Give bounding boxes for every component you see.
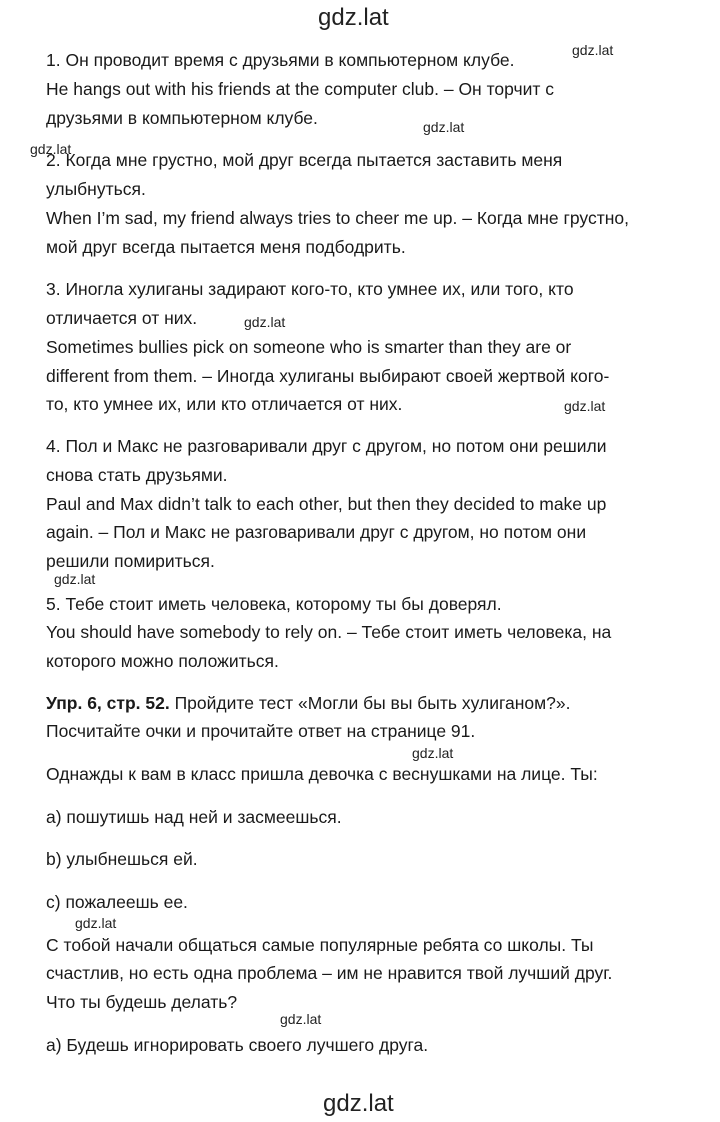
- item-1-translation-cont: друзьями в компьютерном клубе.: [46, 108, 318, 128]
- item-1-russian: 1. Он проводит время с друзьями в компьютерном клубе.: [46, 50, 515, 70]
- watermark-small: gdz.lat: [572, 42, 614, 58]
- item-5-russian: 5. Тебе стоит иметь человека, которому ты бы доверял.: [46, 594, 502, 614]
- question-2-end: Что ты будешь делать?: [46, 992, 238, 1012]
- item-2-russian-cont: улыбнуться.: [46, 179, 146, 199]
- item-5-translation: You should have somebody to rely on. – Тебе стоит иметь человека, на: [46, 622, 612, 642]
- item-5-translation-cont: которого можно положиться.: [46, 651, 279, 671]
- exercise-instruction: Пройдите тест «Могли бы вы быть хулиганом?».: [174, 693, 571, 713]
- item-3-translation-end: то, кто умнее их, или кто отличается от них.: [46, 394, 403, 414]
- item-3-russian: 3. Иногла хулиганы задирают кого-то, кто умнее их, или того, кто: [46, 279, 574, 299]
- item-2-translation: When I’m sad, my friend always tries to cheer me up. – Когда мне грустно,: [46, 208, 629, 228]
- watermark-small: gdz.lat: [30, 141, 72, 157]
- watermark-small: gdz.lat: [75, 915, 117, 931]
- item-4-russian: 4. Пол и Макс не разговаривали друг с другом, но потом они решили: [46, 436, 607, 456]
- watermark-small: gdz.lat: [280, 1011, 322, 1027]
- item-2-russian: 2. Когда мне грустно, мой друг всегда пытается заставить меня: [46, 150, 563, 170]
- watermark-small: gdz.lat: [564, 398, 606, 414]
- item-3-russian-cont: отличается от них.: [46, 308, 198, 328]
- exercise-instruction-cont: Посчитайте очки и прочитайте ответ на странице 91.: [46, 721, 476, 741]
- watermark-top: gdz.lat: [318, 4, 389, 31]
- watermark-small: gdz.lat: [54, 571, 96, 587]
- question-1-option-c: c) пожалеешь ее.: [46, 892, 188, 912]
- watermark-small: gdz.lat: [244, 314, 286, 330]
- item-4-translation-end: решили помириться.: [46, 551, 215, 571]
- watermark-small: gdz.lat: [423, 119, 465, 135]
- item-3-translation-cont: different from them. – Иногда хулиганы выбирают своей жертвой кого-: [46, 366, 610, 386]
- question-2-option-a: a) Будешь игнорировать своего лучшего друга.: [46, 1035, 429, 1055]
- question-2: С тобой начали общаться самые популярные ребята со школы. Ты: [46, 935, 594, 955]
- exercise-heading: [46, 691, 570, 715]
- item-4-translation-cont: again. – Пол и Макс не разговаривали друг с другом, но потом они: [46, 522, 587, 542]
- item-1-translation: He hangs out with his friends at the computer club. – Он торчит с: [46, 79, 555, 99]
- question-1-option-b: b) улыбнешься ей.: [46, 849, 198, 869]
- question-2-cont: счастлив, но есть одна проблема – им не нравится твой лучший друг.: [46, 963, 613, 983]
- watermark-small: gdz.lat: [412, 745, 454, 761]
- item-4-translation: Paul and Max didn’t talk to each other, but then they decided to make up: [46, 494, 607, 514]
- exercise-label: Упр. 6, стр. 52.: [46, 693, 170, 713]
- question-1: Однажды к вам в класс пришла девочка с веснушками на лице. Ты:: [46, 764, 598, 784]
- watermark-bottom: gdz.lat: [323, 1090, 394, 1117]
- question-1-option-a: a) пошутишь над ней и засмеешься.: [46, 807, 342, 827]
- item-3-translation: Sometimes bullies pick on someone who is smarter than they are or: [46, 337, 572, 357]
- item-4-russian-cont: снова стать друзьями.: [46, 465, 228, 485]
- item-2-translation-cont: мой друг всегда пытается меня подбодрить.: [46, 237, 406, 257]
